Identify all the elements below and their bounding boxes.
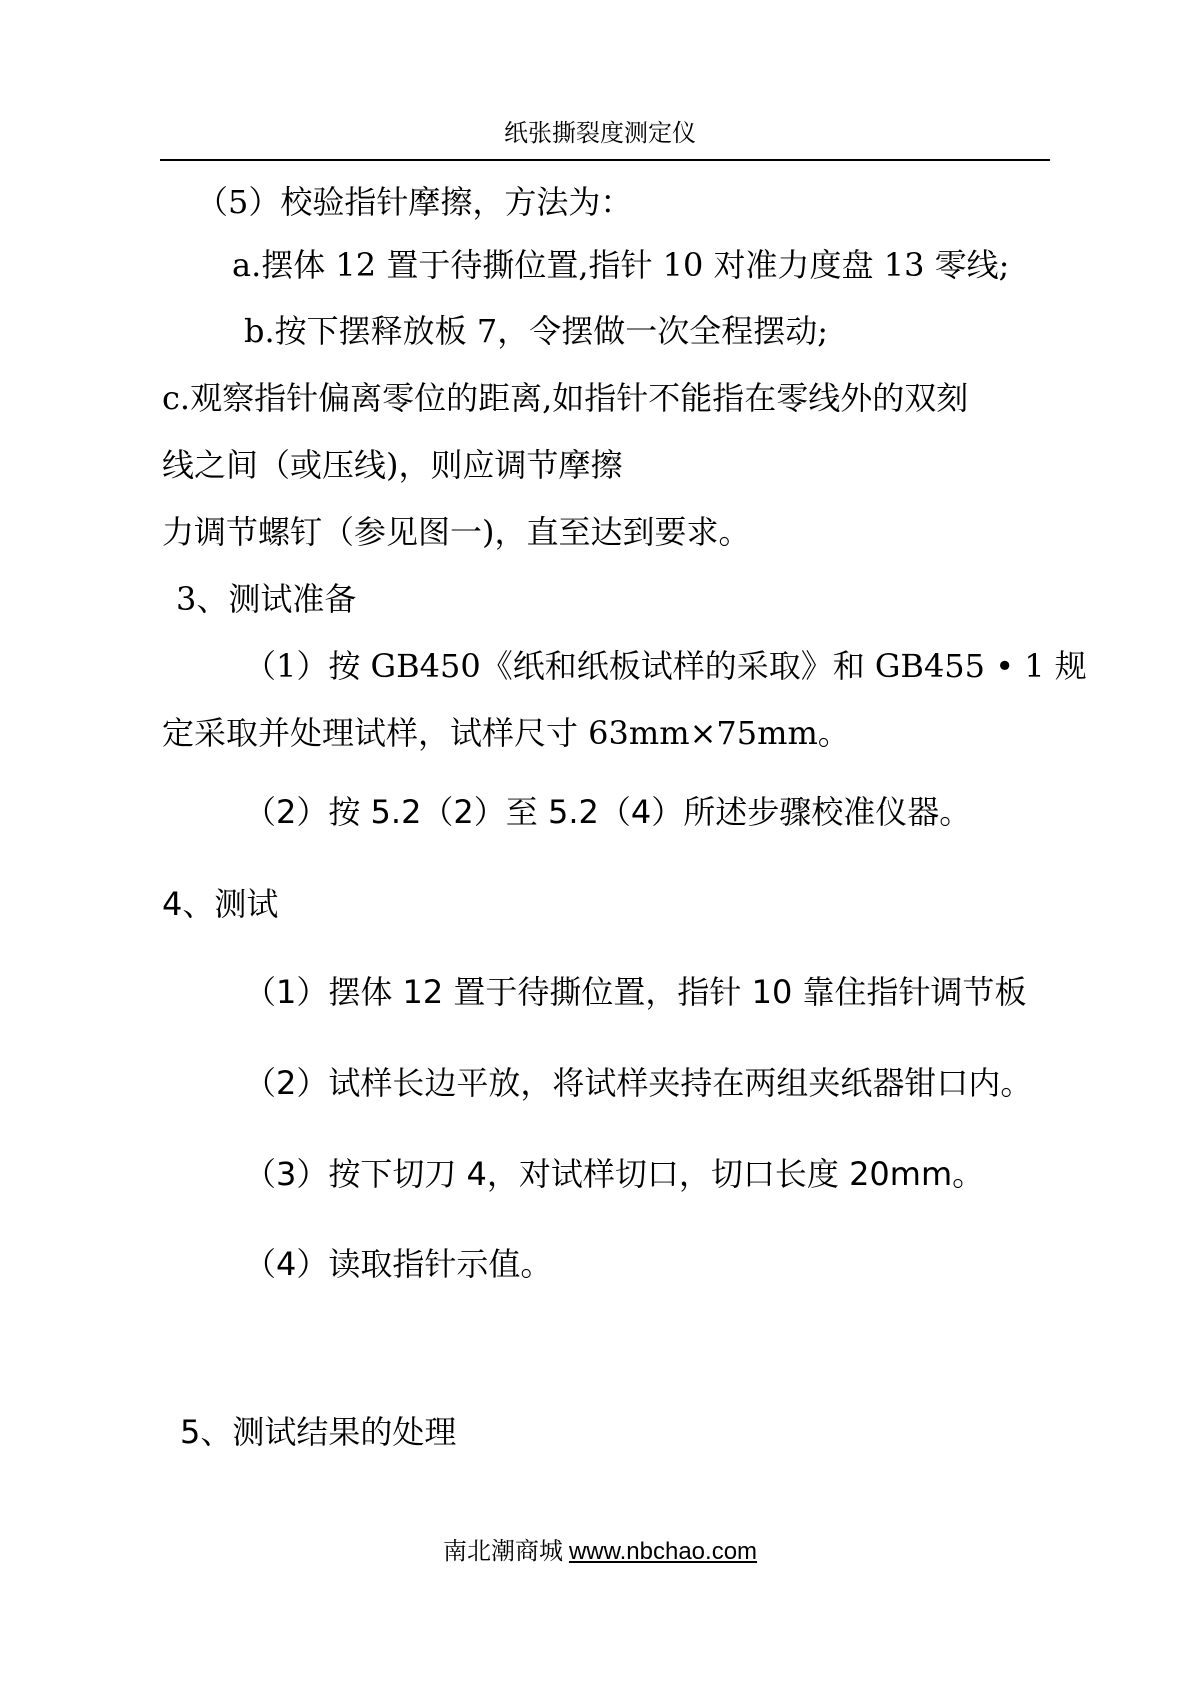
section-5-heading: 5、测试结果的处理 xyxy=(180,1413,457,1451)
header-divider xyxy=(160,159,1050,161)
prep-1-line-2: 定采取并处理试样，试样尺寸 63mm×75mm。 xyxy=(162,714,850,752)
prep-2-line: （2）按 5.2（2）至 5.2（4）所述步骤校准仪器。 xyxy=(244,793,972,831)
step-c-line-2: 线之间（或压线)，则应调节摩擦 xyxy=(162,446,623,484)
footer-site-name: 南北潮商城 xyxy=(442,1537,563,1565)
page-header-title: 纸张撕裂度测定仪 xyxy=(504,119,696,147)
footer-site-link[interactable]: www.nbchao.com xyxy=(568,1538,758,1565)
step-a-line: a.摆体 12 置于待撕位置,指针 10 对准力度盘 13 零线; xyxy=(232,246,1010,284)
step-c-line-1: c.观察指针偏离零位的距离,如指针不能指在零线外的双刻 xyxy=(162,379,969,417)
test-step-2: （2）试样长边平放，将试样夹持在两组夹纸器钳口内。 xyxy=(244,1064,1033,1102)
section-4-heading: 4、测试 xyxy=(162,885,279,923)
test-step-4: （4）读取指针示值。 xyxy=(244,1245,553,1283)
step-b-line: b.按下摆释放板 7，令摆做一次全程摆动; xyxy=(244,312,828,350)
para-calibrate-pointer-friction: （5）校验指针摩擦，方法为： xyxy=(196,183,633,221)
test-step-1: （1）摆体 12 置于待撕位置，指针 10 靠住指针调节板 xyxy=(244,973,1027,1011)
step-c-line-3: 力调节螺钉（参见图一)，直至达到要求。 xyxy=(162,513,751,551)
prep-1-line-1: （1）按 GB450《纸和纸板试样的采取》和 GB455 • 1 规 xyxy=(244,647,1087,685)
test-step-3: （3）按下切刀 4，对试样切口，切口长度 20mm。 xyxy=(244,1155,985,1193)
section-3-heading: 3、测试准备 xyxy=(176,580,357,618)
page-footer xyxy=(0,1536,1200,1567)
